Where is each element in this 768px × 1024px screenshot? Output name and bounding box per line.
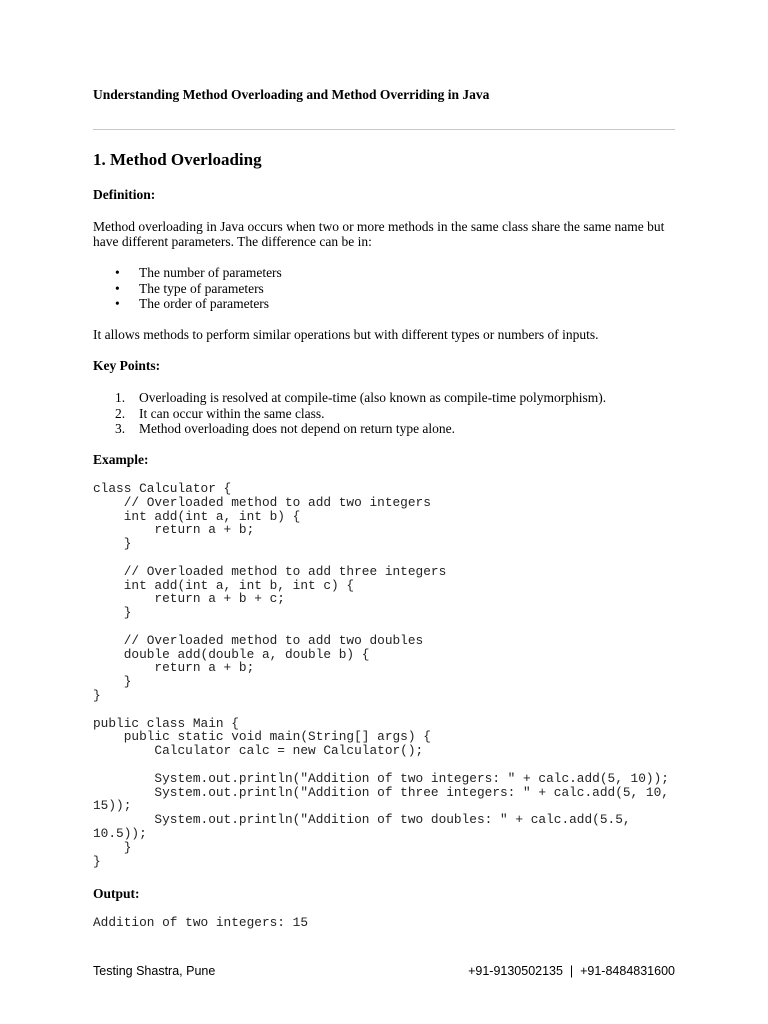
list-item-text: The type of parameters [139, 280, 264, 296]
allows-paragraph: It allows methods to perform similar operations but with different types or numbers of inputs. [93, 327, 599, 342]
footer-organization: Testing Shastra, Pune [93, 964, 216, 978]
list-item-text: It can occur within the same class. [139, 405, 325, 421]
example-label: Example: [93, 452, 149, 467]
list-item [93, 265, 282, 281]
list-item-text: Overloading is resolved at compile-time (also known as compile-time polymorphism). [139, 390, 607, 405]
definition-label: Definition: [93, 187, 156, 202]
section-heading: 1. Method Overloading [93, 150, 262, 169]
horizontal-rule [93, 129, 675, 130]
list-item [93, 406, 606, 422]
list-item [93, 281, 282, 297]
document-title: Understanding Method Overloading and Method Overriding in Java [93, 87, 490, 102]
output-label: Output: [93, 886, 140, 901]
code-block: class Calculator { // Overloaded method to add two integers int add(int a, int b) { return a + b; } // Overloaded method to add three integers int add(int a, int b, int c) { return a + b + c; } // Overloaded method to add two doubles double add(double a, double b) { return a + b; } } public class Main { public static void main(String[] args) { Calculator calc = new Calculator(); System.out.println("Addition of two integers: " + calc.add(5, 10)); System.out.println("Addition of three integers: " + calc.add(5, 10, 15)); System.out.println("Addition of two doubles: " + calc.add(5.5, 10.5)); } } [93, 481, 669, 869]
list-item-text: The order of parameters [139, 296, 270, 311]
footer-phone-numbers: +91-9130502135 | +91-8484831600 [468, 964, 675, 978]
list-item-text: The number of parameters [139, 265, 282, 280]
bullet-marker: • [115, 296, 120, 311]
number-marker: 2. [115, 405, 126, 421]
bullet-marker: • [115, 265, 120, 280]
output-block: Addition of two integers: 15 [93, 915, 309, 930]
key-points-list [93, 390, 606, 437]
bullet-marker: • [115, 280, 120, 296]
difference-list [93, 265, 282, 312]
number-marker: 3. [115, 421, 126, 436]
key-points-label: Key Points: [93, 358, 161, 373]
list-item [93, 421, 606, 437]
number-marker: 1. [115, 390, 126, 405]
definition-paragraph: Method overloading in Java occurs when two or more methods in the same class share the same name but have different parameters. The difference can be in: [93, 219, 665, 249]
list-item-text: Method overloading does not depend on return type alone. [139, 421, 456, 436]
list-item [93, 390, 606, 406]
list-item [93, 296, 282, 312]
